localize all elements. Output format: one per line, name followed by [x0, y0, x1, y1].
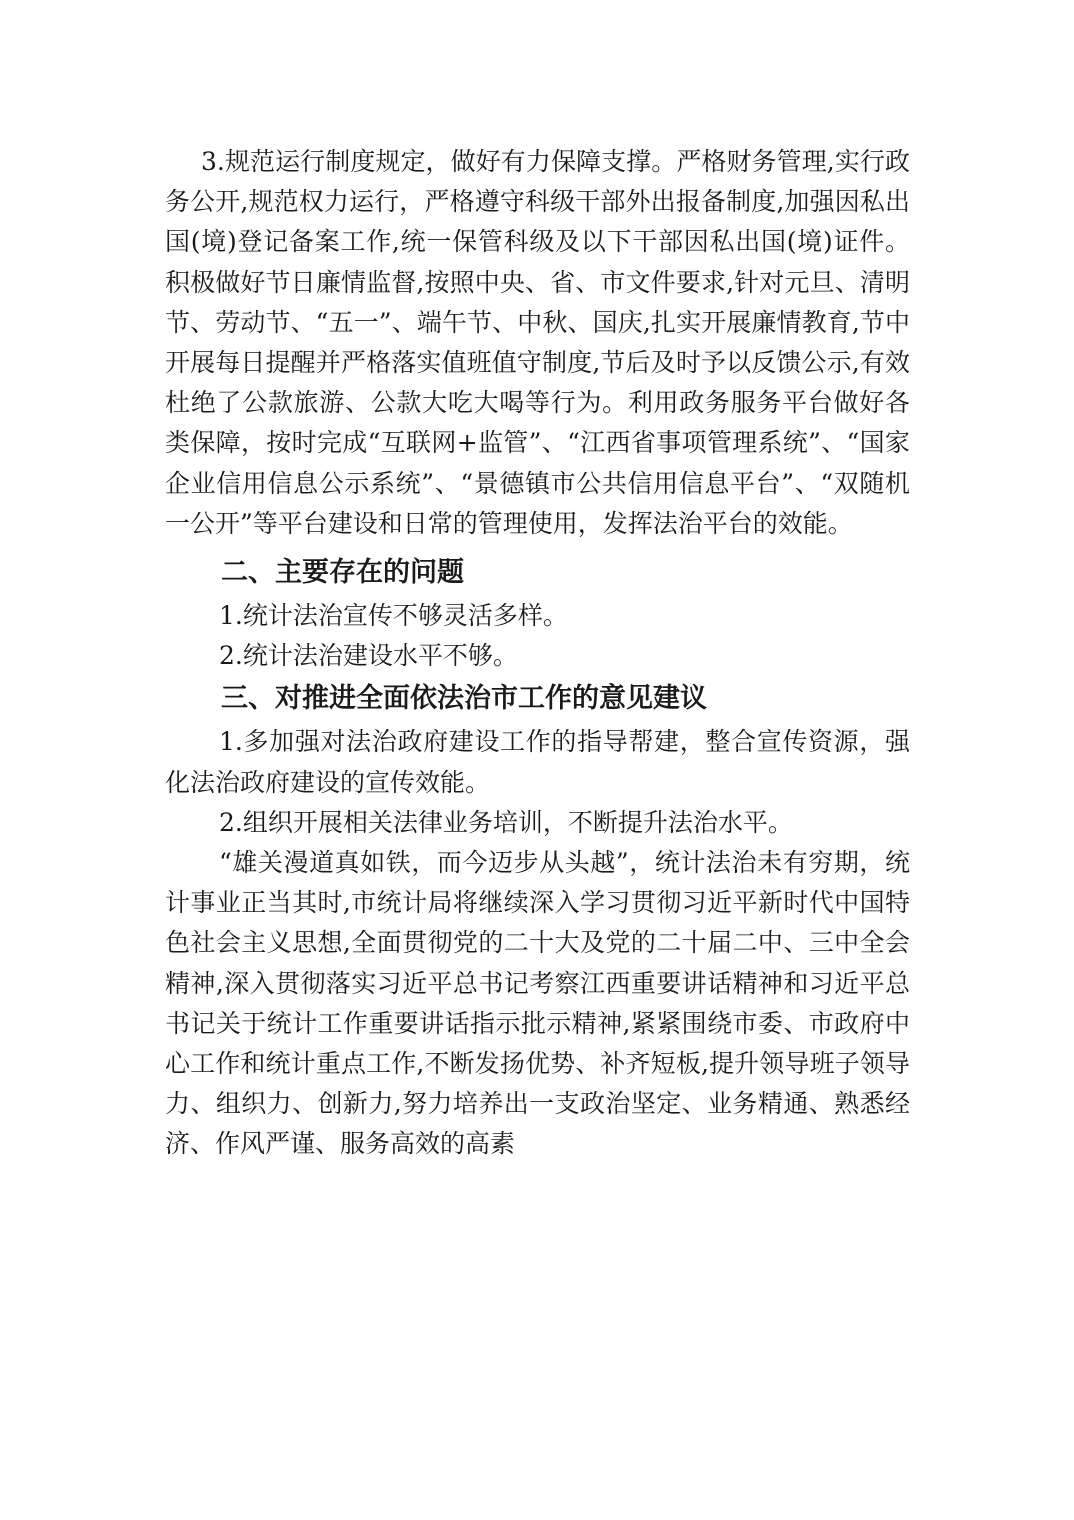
- document-body: [165, 142, 910, 1165]
- section-3-item-2: 2.组织开展相关法律业务培训，不断提升法治水平。: [219, 807, 793, 837]
- closing-paragraph: “雄关漫道真如铁，而今迈步从头越”，统计法治未有穷期，统计事业正当其时,市统计局将继续深入学习贯彻习近平新时代中国特色社会主义思想,全面贯彻党的二十大及党的二十届二中、三中全会精神,深入贯彻落实习近平总书记考察江西重要讲话精神和习近平总书记关于统计工作重要讲话指示批示精神,紧紧围绕市委、市政府中心工作和统计重点工作,不断发扬优势、补齐短板,提升领导班子领导力、组织力、创新力,努力培养出一支政治坚定、业务精通、熟悉经济、作风严谨、服务高效的高素: [165, 848, 910, 1159]
- section-2-heading: 二、主要存在的问题: [221, 557, 464, 589]
- paragraph-3: 3.规范运行制度规定，做好有力保障支撑。严格财务管理,实行政务公开,规范权力运行，严格遵守科级干部外出报备制度,加强因私出国(境)登记备案工作,统一保管科级及以下干部因私出国(境)证件。积极做好节日廉情监督,按照中央、省、市文件要求,针对元旦、清明节、劳动节、“五一”、端午节、中秋、国庆,扎实开展廉情教育,节中开展每日提醒并严格落实值班值守制度,节后及时予以反馈公示,有效杜绝了公款旅游、公款大吃大喝等行为。利用政务服务平台做好各类保障，按时完成“互联网+监管”、“江西省事项管理系统”、“国家企业信用信息公示系统”、“景德镇市公共信用信息平台”、“双随机一公开”等平台建设和日常的管理使用，发挥法治平台的效能。: [165, 147, 910, 538]
- section-3-heading: 三、对推进全面依法治市工作的意见建议: [221, 683, 707, 715]
- section-3-item-1: 1.多加强对法治政府建设工作的指导帮建，整合宣传资源，强化法治政府建设的宣传效能。: [165, 727, 910, 797]
- section-2-item-1: 1.统计法治宣传不够灵活多样。: [219, 601, 568, 631]
- section-2-item-2: 2.统计法治建设水平不够。: [219, 641, 518, 671]
